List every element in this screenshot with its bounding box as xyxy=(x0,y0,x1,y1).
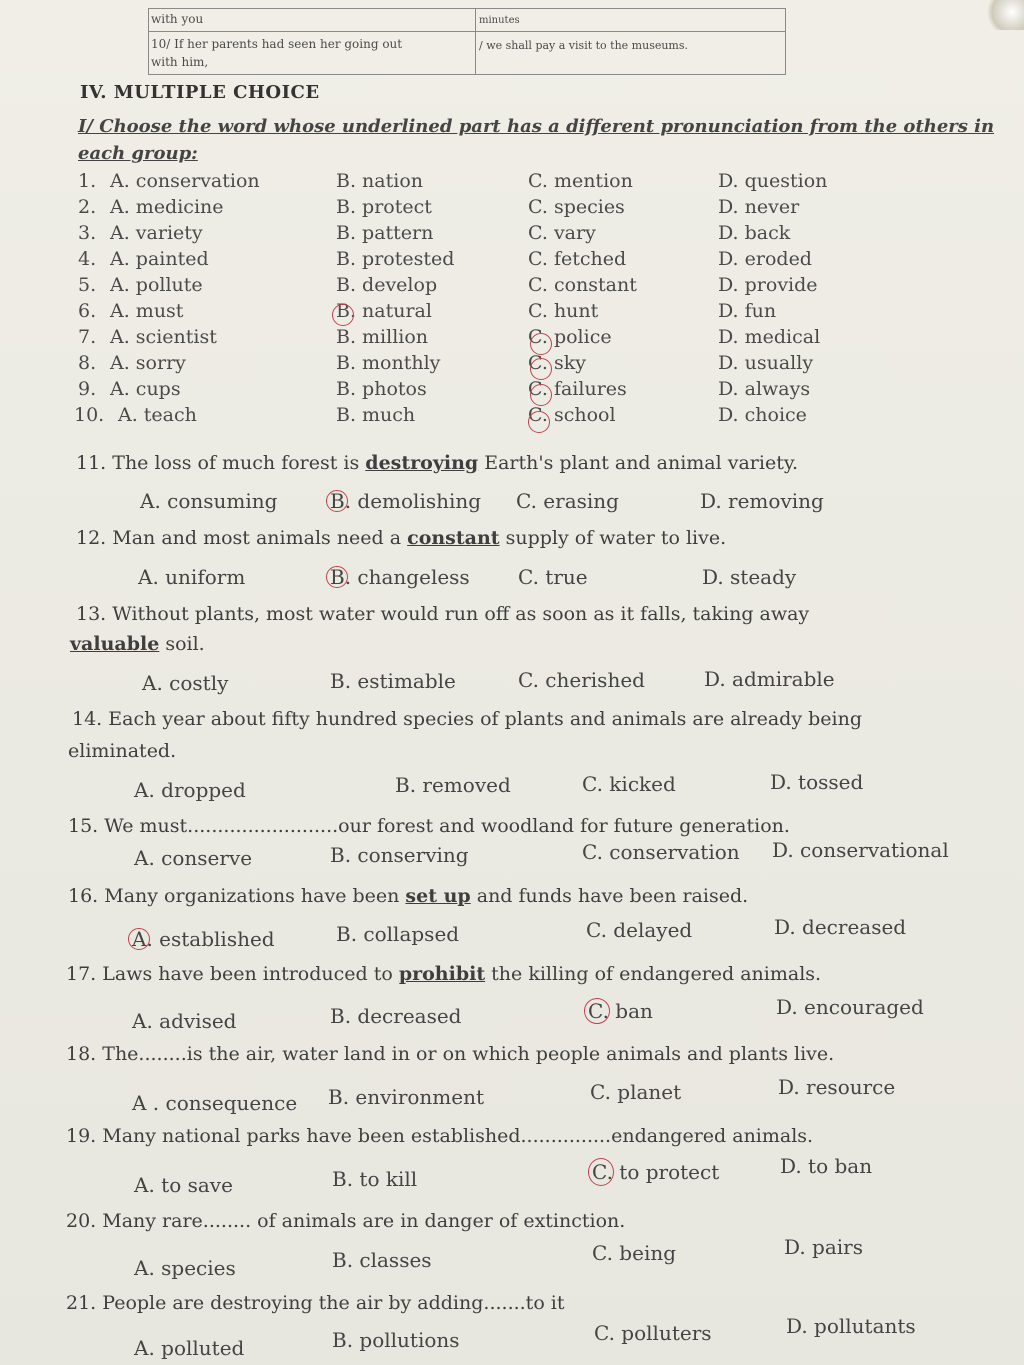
answer-mark xyxy=(528,411,550,433)
option-c: C. vary xyxy=(528,222,596,244)
question-text: We must.........................our forest and woodland for future generation. xyxy=(104,815,790,837)
list-item xyxy=(0,352,1024,378)
table-cell: / we shall pay a visit to the museums. xyxy=(479,39,688,52)
question-13-line2 xyxy=(70,633,205,655)
keyword: destroying xyxy=(365,452,479,474)
option-b: B. demolishing xyxy=(330,489,482,513)
question-number: 17. xyxy=(66,963,97,985)
option-b: B. nation xyxy=(336,170,423,192)
option-a: A. medicine xyxy=(110,196,224,218)
option-b: B. much xyxy=(336,404,416,426)
option-b: B. pollutions xyxy=(332,1328,460,1352)
table-row xyxy=(149,9,785,32)
option-a: A. variety xyxy=(110,222,203,244)
question-14-line2: eliminated. xyxy=(68,740,177,762)
option-b: B. natural xyxy=(336,300,432,322)
table-divider xyxy=(475,9,476,74)
option-c: C. kicked xyxy=(582,772,676,796)
option-d: D. never xyxy=(718,196,800,218)
list-item xyxy=(0,248,1024,274)
question-text: Many rare........ of animals are in danger of extinction. xyxy=(102,1210,626,1232)
option-d: D. always xyxy=(718,378,811,400)
option-c: C. school xyxy=(528,404,616,426)
option-c: C. being xyxy=(592,1241,677,1265)
question-text: the killing of endangered animals. xyxy=(485,963,822,985)
question-text: Each year about fifty hundred species of plants and animals are already being xyxy=(108,708,863,730)
question-12 xyxy=(76,527,726,549)
option-d: D. tossed xyxy=(770,770,864,794)
item-number: 6. xyxy=(78,300,97,322)
option-c: C. species xyxy=(528,196,625,218)
question-16 xyxy=(68,885,748,907)
option-c: C. true xyxy=(518,565,588,589)
option-b: B. protested xyxy=(336,248,455,270)
question-number: 20. xyxy=(66,1210,97,1232)
option-d: D. usually xyxy=(718,352,814,374)
question-text: The loss of much forest is xyxy=(112,452,366,474)
option-a: A. conservation xyxy=(110,170,260,192)
instruction-line: each group: xyxy=(78,143,198,164)
option-d: D. fun xyxy=(718,300,777,322)
option-c: C. planet xyxy=(590,1080,682,1104)
item-number: 8. xyxy=(78,352,97,374)
answer-mark xyxy=(326,566,348,588)
list-item xyxy=(0,196,1024,222)
option-a: A. costly xyxy=(142,671,229,695)
table-cell: minutes xyxy=(479,15,520,26)
item-number: 2. xyxy=(78,196,97,218)
option-a: A. teach xyxy=(118,404,197,426)
option-c: C. police xyxy=(528,326,612,348)
answer-mark xyxy=(332,304,354,326)
table-cell: with you xyxy=(151,12,204,26)
question-14 xyxy=(72,708,862,730)
question-text: Laws have been introduced to xyxy=(102,963,399,985)
option-a: A. must xyxy=(110,300,184,322)
option-a: A. consuming xyxy=(140,489,278,513)
item-number: 10. xyxy=(74,404,105,426)
option-d: D. encouraged xyxy=(776,995,924,1019)
section-heading: IV. MULTIPLE CHOICE xyxy=(80,82,320,103)
option-c: C. to protect xyxy=(592,1160,720,1184)
option-a: A. painted xyxy=(110,248,209,270)
option-b: B. classes xyxy=(332,1248,432,1272)
list-item xyxy=(0,222,1024,248)
list-item xyxy=(0,326,1024,352)
list-item xyxy=(0,300,1024,326)
option-b: B. photos xyxy=(336,378,427,400)
list-item xyxy=(0,170,1024,196)
keyword: constant xyxy=(407,527,500,549)
keyword: valuable xyxy=(70,633,160,655)
question-21 xyxy=(66,1292,565,1314)
option-a: A. advised xyxy=(132,1009,237,1033)
option-b: B. estimable xyxy=(330,669,456,693)
option-b: B. monthly xyxy=(336,352,441,374)
option-a: A. polluted xyxy=(134,1336,245,1360)
question-text: Many national parks have been established...............endangered animals. xyxy=(102,1125,814,1147)
option-d: D. back xyxy=(718,222,791,244)
question-17 xyxy=(66,963,821,985)
option-b: B. environment xyxy=(328,1085,485,1109)
option-b: B. decreased xyxy=(330,1004,462,1028)
option-c: C. mention xyxy=(528,170,633,192)
keyword: set up xyxy=(405,885,471,907)
option-a: A. uniform xyxy=(138,565,246,589)
question-15 xyxy=(68,815,790,837)
option-b: B. pattern xyxy=(336,222,434,244)
list-item xyxy=(0,378,1024,404)
option-d: D. provide xyxy=(718,274,818,296)
option-a: A. sorry xyxy=(110,352,186,374)
list-item xyxy=(0,274,1024,300)
option-d: D. medical xyxy=(718,326,821,348)
list-item xyxy=(0,404,1024,430)
option-c: C. hunt xyxy=(528,300,599,322)
option-b: B. conserving xyxy=(330,843,469,867)
option-a: A. to save xyxy=(134,1173,233,1197)
option-b: B. protect xyxy=(336,196,432,218)
answer-mark xyxy=(530,358,552,380)
option-d: D. to ban xyxy=(780,1154,873,1178)
option-c: C. ban xyxy=(588,999,653,1023)
option-a: A. species xyxy=(134,1256,236,1280)
option-a: A. cups xyxy=(110,378,181,400)
question-18 xyxy=(66,1043,834,1065)
option-c: C. sky xyxy=(528,352,586,374)
item-number: 3. xyxy=(78,222,97,244)
option-c: C. fetched xyxy=(528,248,627,270)
question-text: Earth's plant and animal variety. xyxy=(478,452,799,474)
option-a: A. pollute xyxy=(110,274,203,296)
question-text: soil. xyxy=(159,633,205,655)
option-d: D. choice xyxy=(718,404,807,426)
question-text: People are destroying the air by adding.......to it xyxy=(102,1292,565,1314)
item-number: 4. xyxy=(78,248,97,270)
option-d: D. steady xyxy=(702,565,797,589)
question-number: 21. xyxy=(66,1292,97,1314)
option-d: D. decreased xyxy=(774,915,907,939)
question-text: supply of water to live. xyxy=(499,527,727,549)
option-c: C. cherished xyxy=(518,668,645,692)
table-cell: with him, xyxy=(151,55,209,69)
question-text: and funds have been raised. xyxy=(470,885,749,907)
question-13 xyxy=(76,603,809,625)
option-b: B. removed xyxy=(395,773,511,797)
option-d: D. admirable xyxy=(704,667,835,691)
option-a: A. established xyxy=(132,927,275,951)
option-d: D. pollutants xyxy=(786,1314,916,1338)
keyword: prohibit xyxy=(398,963,486,985)
option-d: D. resource xyxy=(778,1075,896,1099)
question-20 xyxy=(66,1210,625,1232)
answer-mark xyxy=(530,384,552,406)
option-b: B. million xyxy=(336,326,429,348)
item-number: 7. xyxy=(78,326,97,348)
option-d: D. question xyxy=(718,170,828,192)
paper-corner xyxy=(984,0,1024,30)
option-d: D. eroded xyxy=(718,248,812,270)
option-b: B. collapsed xyxy=(336,922,460,946)
item-number: 9. xyxy=(78,378,97,400)
question-number: 16. xyxy=(68,885,99,907)
option-a: A. conserve xyxy=(134,846,253,870)
option-c: C. failures xyxy=(528,378,627,400)
answer-mark xyxy=(326,490,348,512)
question-number: 14. xyxy=(72,708,103,730)
item-number: 5. xyxy=(78,274,97,296)
question-text: Without plants, most water would run off as soon as it falls, taking away xyxy=(112,603,810,625)
answer-mark xyxy=(584,998,610,1024)
question-11 xyxy=(76,452,798,474)
option-d: D. conservational xyxy=(772,838,949,862)
option-a: A . consequence xyxy=(132,1091,298,1115)
option-c: C. polluters xyxy=(594,1321,712,1345)
option-a: A. scientist xyxy=(110,326,217,348)
instruction-line: I/ Choose the word whose underlined part has a different pronunciation from the others in xyxy=(78,116,995,137)
question-text: The........is the air, water land in or on which people animals and plants live. xyxy=(102,1043,835,1065)
option-d: D. removing xyxy=(700,489,824,513)
option-c: C. erasing xyxy=(516,489,619,513)
option-d: D. pairs xyxy=(784,1235,863,1259)
option-a: A. dropped xyxy=(134,778,246,802)
question-number: 19. xyxy=(66,1125,97,1147)
option-c: C. constant xyxy=(528,274,637,296)
question-text: Man and most animals need a xyxy=(112,527,408,549)
option-c: C. delayed xyxy=(586,918,693,942)
option-b: B. develop xyxy=(336,274,438,296)
item-number: 1. xyxy=(78,170,97,192)
answer-mark xyxy=(588,1158,614,1186)
question-number: 18. xyxy=(66,1043,97,1065)
answer-mark xyxy=(128,928,150,950)
question-text: Many organizations have been xyxy=(104,885,406,907)
table-cell: 10/ If her parents had seen her going out xyxy=(151,37,403,51)
option-c: C. conservation xyxy=(582,840,740,864)
question-number: 12. xyxy=(76,527,107,549)
question-number: 15. xyxy=(68,815,99,837)
question-number: 11. xyxy=(76,452,107,474)
answer-table xyxy=(148,8,786,75)
question-number: 13. xyxy=(76,603,107,625)
answer-mark xyxy=(530,333,552,355)
option-b: B. to kill xyxy=(332,1167,418,1191)
question-19 xyxy=(66,1125,813,1147)
option-b: B. changeless xyxy=(330,565,470,589)
